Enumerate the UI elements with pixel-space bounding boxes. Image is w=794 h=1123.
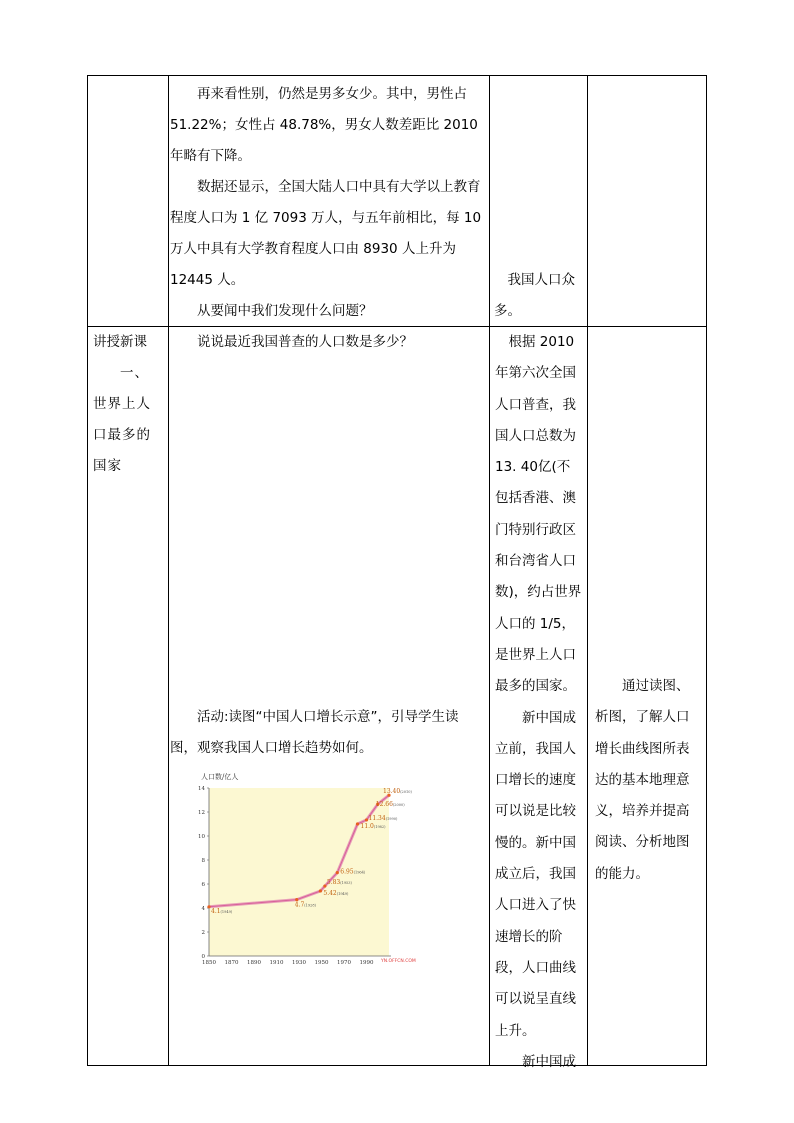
row2-section: [93, 327, 163, 482]
answer-continued: 新中国成: [522, 1053, 576, 1070]
data-label: 4.1(1949): [211, 907, 233, 915]
y-tick-label: 10: [198, 834, 205, 840]
question-text: 说说最近我国普查的人口数是多少？: [197, 334, 413, 350]
section-subtitle: 一、世界上人口最多的国家: [93, 365, 151, 474]
x-tick-label: 1870: [224, 960, 239, 966]
row2-objective: [595, 671, 701, 890]
answer-population-total: 根据 2010 年第六次全国人口普查，我国人口总数为 13. 40亿(不包括香港、澳门特别行政区和台湾省人口数)，约占世界人口的 1/5，是世界上人口最多的国家。: [495, 334, 582, 695]
paragraph-gender: 再来看性别，仍然是男多女少。其中，男性占 51.22%；女性占 48.78%，男女人数差距比 2010 年略有下降。: [170, 86, 478, 164]
x-tick-label: 1910: [269, 960, 284, 966]
paragraph-education: 数据还显示，全国大陆人口中具有大学以上教育程度人口为 1 亿 7093 万人，与五年前相比，每 10 万人中具有大学教育程度人口由 8930 人上升为 12445 人。: [170, 179, 482, 288]
objective-text: 通过读图、析图，了解人口增长曲线图所表达的基本地理意义，培养并提高阅读、分析地图的能力。: [595, 678, 690, 882]
data-label: 5.83(1953): [326, 879, 352, 887]
x-tick-label: 1990: [359, 960, 374, 966]
data-label: 11.34(1990): [368, 814, 398, 822]
x-tick-label: 1970: [337, 960, 351, 966]
data-label-year: (2000): [392, 803, 405, 808]
data-label: 13.40(2010): [383, 788, 412, 796]
y-axis-label: 人口数/亿人: [201, 773, 239, 781]
data-label-year: (1990): [385, 816, 398, 821]
data-label: 12.66(2000): [375, 801, 405, 809]
column-divider: [489, 76, 490, 1065]
data-label-year: (1928): [304, 903, 316, 908]
y-tick-label: 8: [201, 858, 205, 864]
data-label-year: (2010): [400, 790, 412, 795]
y-tick-label: 0: [201, 954, 205, 960]
row1-answer: 我国人口众多。: [494, 272, 575, 319]
activity-text: 活动:读图“中国人口增长示意”，引导学生读图，观察我国人口增长趋势如何。: [170, 709, 459, 756]
data-point: [319, 889, 322, 892]
x-tick-label: 1950: [314, 960, 329, 966]
data-label: 4.7(1928): [294, 901, 316, 909]
y-tick-label: 12: [198, 810, 205, 816]
row2-activity: [170, 702, 482, 764]
section-title: 讲授新课: [93, 334, 147, 350]
row2-question: [170, 327, 482, 358]
data-point: [336, 871, 339, 874]
data-label-year: (1949): [220, 909, 233, 914]
y-tick-label: 4: [201, 906, 205, 912]
data-label-year: (1964): [353, 870, 366, 875]
data-label-year: (1953): [340, 881, 352, 886]
data-label: 11.0(1982): [360, 823, 386, 830]
chart-svg: [195, 770, 423, 970]
y-tick-label: 2: [201, 930, 205, 936]
answer-growth-trend: 新中国成立前，我国人口增长的速度可以说是比较慢的。新中国成立后，我国人口进入了快速增长的阶段，人口曲线可以说呈直线上升。: [495, 709, 576, 1039]
data-label: 5.42(1949): [323, 889, 349, 897]
column-divider: [168, 76, 169, 1065]
data-label-year: (1982): [373, 825, 386, 829]
data-label: 6.95(1964): [340, 868, 366, 876]
x-tick-label: 1890: [247, 960, 261, 966]
column-divider: [587, 76, 588, 1065]
y-tick-label: 14: [198, 786, 205, 792]
y-tick-label: 6: [201, 882, 205, 888]
x-tick-label: 1930: [292, 960, 306, 966]
x-tick-label: 1850: [202, 960, 216, 966]
data-label-year: (1949): [336, 891, 349, 896]
row2-answers: [495, 327, 583, 1078]
data-point: [356, 822, 359, 825]
row1-content: [170, 79, 482, 327]
paragraph-question: 从要闻中我们发现什么问题？: [197, 303, 373, 319]
chart-watermark: YN.OFFCN.COM: [381, 959, 416, 964]
population-growth-chart: [195, 770, 423, 970]
